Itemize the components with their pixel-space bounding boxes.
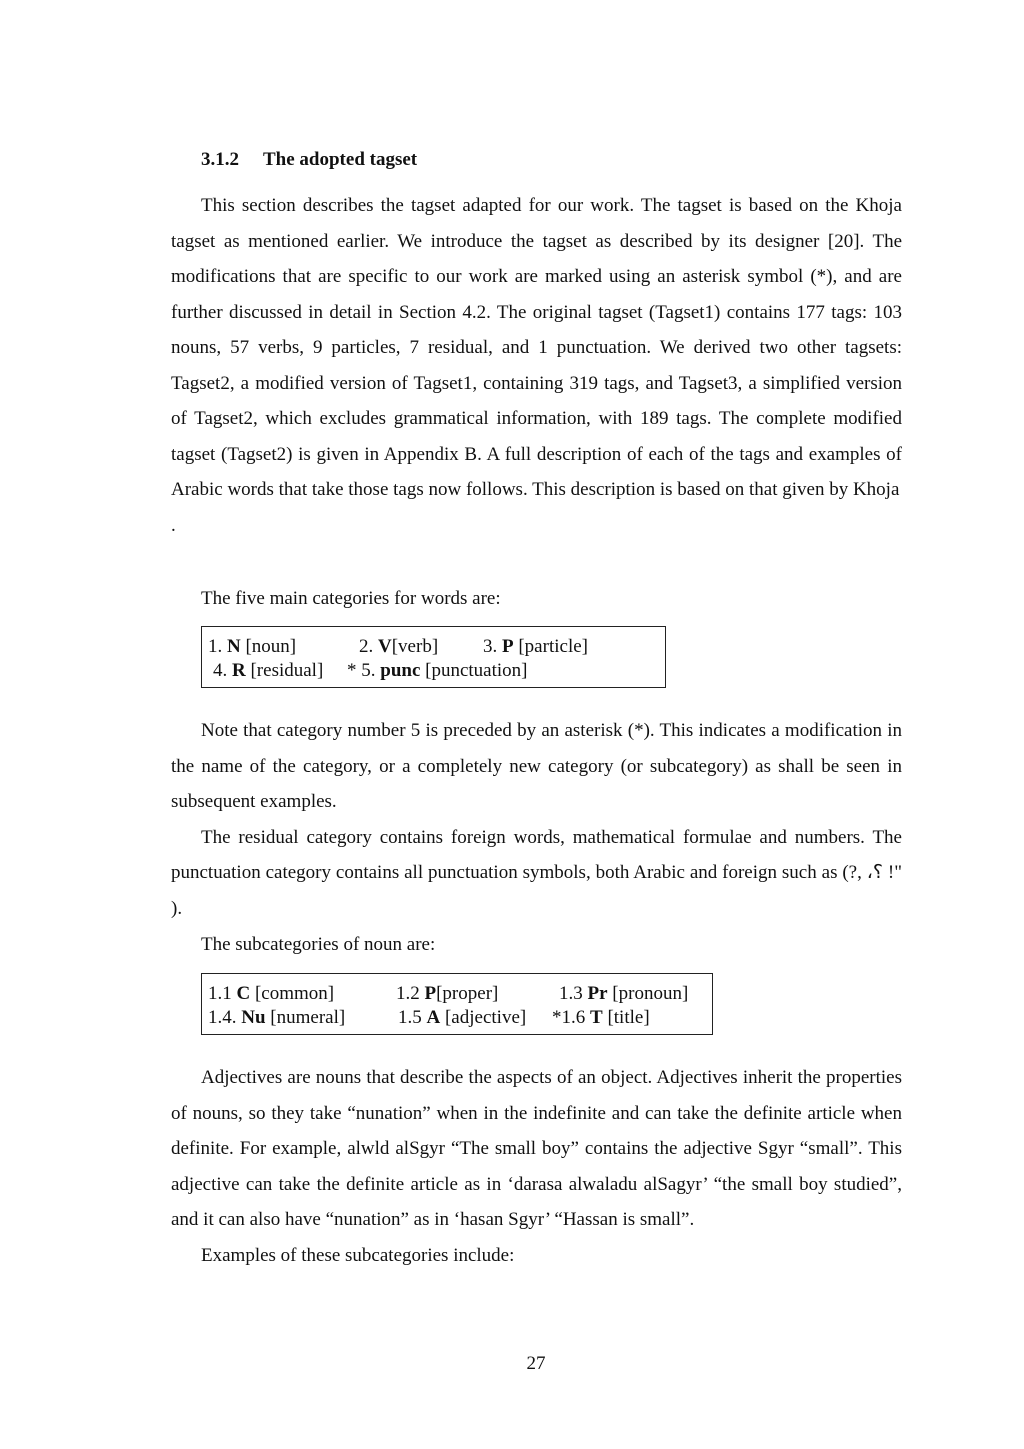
residual-paragraph: The residual category contains foreign words, mathematical formulae and numbers. The punctuation category contains all punctuation symbols, both Arabic and foreign such as (?, ،؟ !" ). (171, 826, 902, 919)
category-particle: 3. P [particle] (483, 636, 588, 657)
note-paragraph: Note that category number 5 is preceded by an asterisk (*). This indicates a modification in the name of the category, or a completely new category (or subcategory) as shall be seen in subsequent examples. (171, 720, 902, 812)
adjective-paragraph-block (171, 1060, 902, 1273)
note-paragraph-block (171, 713, 902, 926)
noun-subcategories-row-1 (202, 982, 712, 1006)
page-number: 27 (526, 1353, 546, 1374)
noun-sub-common: 1.1 C [common] (208, 983, 335, 1004)
intro-trailing: . (171, 514, 176, 536)
examples-intro: Examples of these subcategories include: (201, 1244, 515, 1266)
main-categories-row-2 (202, 659, 665, 683)
section-title: The adopted tagset (263, 149, 418, 170)
main-categories-row-1 (202, 635, 665, 659)
noun-sub-proper: 1.2 P[proper] (396, 983, 499, 1004)
section-heading (201, 148, 417, 172)
category-punctuation: * 5. punc [punctuation] (347, 660, 528, 681)
section-number: 3.1.2 (201, 149, 239, 170)
main-categories-intro: The five main categories for words are: (201, 588, 501, 609)
category-verb: 2. V[verb] (359, 636, 439, 657)
main-categories-box (201, 626, 666, 688)
adjective-paragraph: Adjectives are nouns that describe the aspects of an object. Adjectives inherit the properties of nouns, so they take “nunation” when in the indefinite and can take the definite article when definite. For example, alwld alSgyr “The small boy” contains the adjective Sgyr “small”. This adjective can take the definite article as in ‘darasa alwaladu alSagyr’ “the small boy studied”, and it can also have “nunation” as in ‘hasan Sgyr’ “Hassan is small”. (171, 1067, 902, 1230)
category-noun: 1. N [noun] (208, 636, 297, 657)
noun-subcategories-box (201, 973, 713, 1035)
category-residual: 4. R [residual] (213, 660, 324, 681)
noun-subcategories-row-2 (202, 1006, 712, 1030)
intro-paragraph: This section describes the tagset adapted for our work. The tagset is based on the Khoja tagset as mentioned earlier. We introduce the tagset as described by its designer [20]. The modifications that are specific to our work are marked using an asterisk symbol (*), and are further discussed in detail in Section 4.2. The original tagset (Tagset1) contains 177 tags: 103 nouns, 57 verbs, 9 particles, 7 residual, and 1 punctuation. We derived two other tagsets: Tagset2, a modified version of Tagset1, containing 319 tags, and Tagset3, a simplified version of Tagset2, which excludes grammatical information, with 189 tags. The complete modified tagset (Tagset2) is given in Appendix B. A full description of each of the tags and examples of Arabic words that take those tags now follows. This description is based on that given by Khoja (171, 195, 902, 500)
noun-sub-pronoun: 1.3 Pr [pronoun] (559, 983, 689, 1004)
noun-sub-title: *1.6 T [title] (552, 1007, 650, 1028)
intro-paragraph-block (171, 188, 902, 543)
noun-sub-adjective: 1.5 A [adjective] (398, 1007, 527, 1028)
noun-subcategories-intro: The subcategories of noun are: (201, 934, 436, 955)
noun-sub-numeral: 1.4. Nu [numeral] (208, 1007, 346, 1028)
